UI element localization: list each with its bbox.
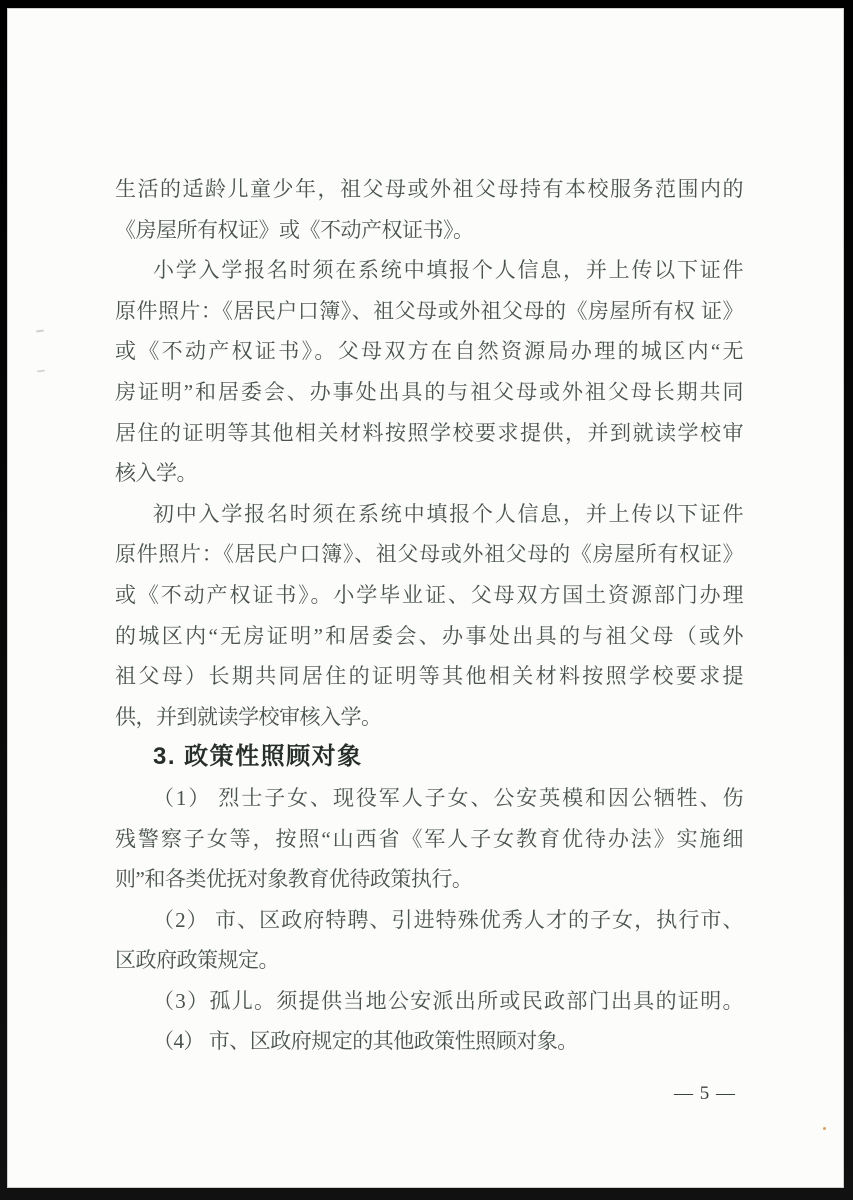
document-line: 祖父母）长期共同居住的证明等其他相关材料按照学校要求提 bbox=[115, 664, 743, 689]
page-number: — 5 — bbox=[674, 1083, 736, 1104]
document-line: 的城区内“无房证明”和居委会、办事处出具的与祖父母（或外 bbox=[115, 623, 743, 648]
scan-smudge bbox=[36, 329, 44, 332]
document-page bbox=[7, 8, 844, 1188]
scan-smudge bbox=[37, 370, 45, 373]
document-line: 或《不动产权证书》。父母双方在自然资源局办理的城区内“无 bbox=[115, 339, 743, 364]
document-line: 生活的适龄儿童少年，祖父母或外祖父母持有本校服务范围内的 bbox=[115, 177, 743, 201]
document-body bbox=[115, 169, 743, 1062]
document-line: 小学入学报名时须在系统中填报个人信息，并上传以下证件 bbox=[153, 258, 743, 283]
scan-speckle bbox=[823, 1127, 826, 1130]
document-line: 供，并到就读学校审核入学。 bbox=[115, 704, 382, 729]
document-line: 区政府政策规定。 bbox=[115, 948, 279, 973]
document-line: 原件照片：《居民户口簿》、祖父母或外祖父母的《房屋所有权 证》 bbox=[115, 298, 743, 323]
document-line: 残警察子女等，按照“山西省《军人子女教育优待办法》实施细 bbox=[115, 826, 743, 851]
section-heading: 3. 政策性照顾对象 bbox=[153, 743, 363, 771]
document-line: 居住的证明等其他相关材料按照学校要求提供，并到就读学校审 bbox=[115, 420, 743, 445]
document-line: 核入学。 bbox=[115, 461, 197, 486]
document-line: 或《不动产权证书》。小学毕业证、父母双方国土资源部门办理 bbox=[115, 582, 743, 607]
document-line: （2） 市、区政府特聘、引进特殊优秀人才的子女，执行市、 bbox=[153, 907, 743, 932]
document-line: （1） 烈士子女、现役军人子女、公安英模和因公牺牲、伤 bbox=[153, 785, 743, 810]
document-line: 原件照片：《居民户口簿》、祖父母或外祖父母的《房屋所有权证》 bbox=[115, 542, 743, 567]
document-line: （3）孤儿。须提供当地公安派出所或民政部门出具的证明。 bbox=[153, 988, 743, 1013]
document-line: 初中入学报名时须在系统中填报个人信息，并上传以下证件 bbox=[153, 501, 743, 526]
document-line: （4） 市、区政府规定的其他政策性照顾对象。 bbox=[153, 1029, 578, 1054]
document-line: 《房屋所有权证》或《不动产权证书》。 bbox=[115, 217, 474, 242]
document-line: 则”和各类优抚对象教育优待政策执行。 bbox=[115, 867, 473, 892]
document-line: 房证明”和居委会、办事处出具的与祖父母或外祖父母长期共同 bbox=[115, 379, 743, 404]
